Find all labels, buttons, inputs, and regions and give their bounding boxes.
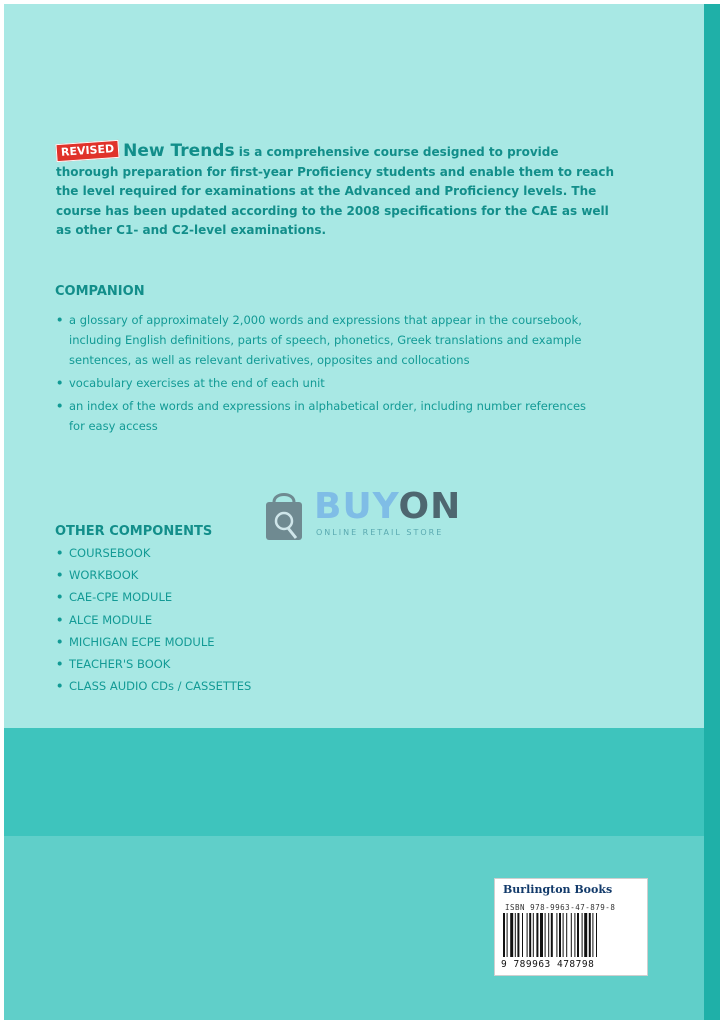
barcode-bar [589, 913, 591, 957]
bullet-icon: • [56, 634, 64, 649]
shopping-bag-icon [262, 488, 306, 544]
watermark-tagline: ONLINE RETAIL STORE [316, 528, 444, 537]
list-item: • CAE-CPE MODULE [55, 586, 595, 608]
revised-badge: REVISED [55, 140, 119, 162]
buyon-watermark [262, 488, 482, 544]
spine-stripe [704, 4, 720, 1020]
bullet-icon: • [56, 657, 64, 672]
barcode-label [494, 878, 648, 976]
barcode-bar [559, 913, 561, 957]
barcode-bar [529, 913, 531, 957]
barcode-bar [522, 913, 523, 957]
other-components-heading: OTHER COMPONENTS [55, 524, 213, 539]
other-components-list [55, 542, 595, 697]
barcode-bar [551, 913, 553, 957]
barcode-bar [563, 913, 564, 957]
barcode-bar [503, 913, 505, 957]
barcode-bar [545, 913, 546, 957]
barcode-bar [540, 913, 543, 957]
list-item: • an index of the words and expressions in alphabetical order, including number references for easy access [55, 396, 595, 436]
intro-paragraph [56, 142, 616, 241]
barcode-digits: 9 789963 478798 [501, 959, 595, 970]
list-item: • a glossary of approximately 2,000 words and expressions that appear in the coursebook, including English definitions, parts of speech, phonetics, Greek translations and example sentences, as well as relevant derivatives, opposites and collocations [55, 310, 595, 370]
companion-list [55, 310, 595, 439]
list-item: • WORKBOOK [55, 564, 595, 586]
barcode-bar [527, 913, 528, 957]
list-item: • CLASS AUDIO CDs / CASSETTES [55, 675, 595, 697]
list-item: • ALCE MODULE [55, 609, 595, 631]
bullet-icon: • [56, 679, 64, 694]
companion-heading: COMPANION [55, 284, 145, 299]
barcode-bar [582, 913, 583, 957]
barcode-bar [571, 913, 572, 957]
barcode-bar [507, 913, 508, 957]
barcode-icon [501, 913, 641, 959]
book-title: New Trends [123, 141, 235, 161]
bullet-icon: • [56, 568, 64, 583]
list-item: • vocabulary exercises at the end of each unit [55, 373, 595, 393]
barcode-bar [577, 913, 579, 957]
color-band [4, 728, 704, 836]
barcode-bar [566, 913, 567, 957]
barcode-bar [596, 913, 597, 957]
barcode-bar [510, 913, 513, 957]
intro-text: is a comprehensive course designed to provide thorough preparation for first-year Proficiency students and enable them to reach the level required for examinations at the Advanced and Proficiency levels. The course has been updated according to the 2008 specifications for the CAE as well as other C1- and C2-level examinations. [56, 145, 614, 237]
bullet-icon: • [56, 313, 64, 327]
list-item: • MICHIGAN ECPE MODULE [55, 631, 595, 653]
bullet-icon: • [56, 612, 64, 627]
barcode-bar [515, 913, 516, 957]
publisher-name: Burlington Books [503, 883, 613, 896]
watermark-logo-text: BUYON [314, 486, 462, 527]
list-item: • COURSEBOOK [55, 542, 595, 564]
barcode-bar [517, 913, 519, 957]
barcode-bar [548, 913, 549, 957]
bullet-icon: • [56, 376, 64, 390]
bullet-icon: • [56, 399, 64, 413]
barcode-bar [574, 913, 575, 957]
barcode-bar [592, 913, 593, 957]
barcode-bar [584, 913, 587, 957]
barcode-bar [556, 913, 557, 957]
barcode-bar [536, 913, 538, 957]
bullet-icon: • [56, 546, 64, 560]
barcode-bar [533, 913, 534, 957]
isbn-number: ISBN 978-9963-47-879-8 [505, 903, 616, 912]
list-item: • TEACHER'S BOOK [55, 653, 595, 675]
bullet-icon: • [56, 590, 64, 605]
back-cover [4, 4, 704, 1020]
